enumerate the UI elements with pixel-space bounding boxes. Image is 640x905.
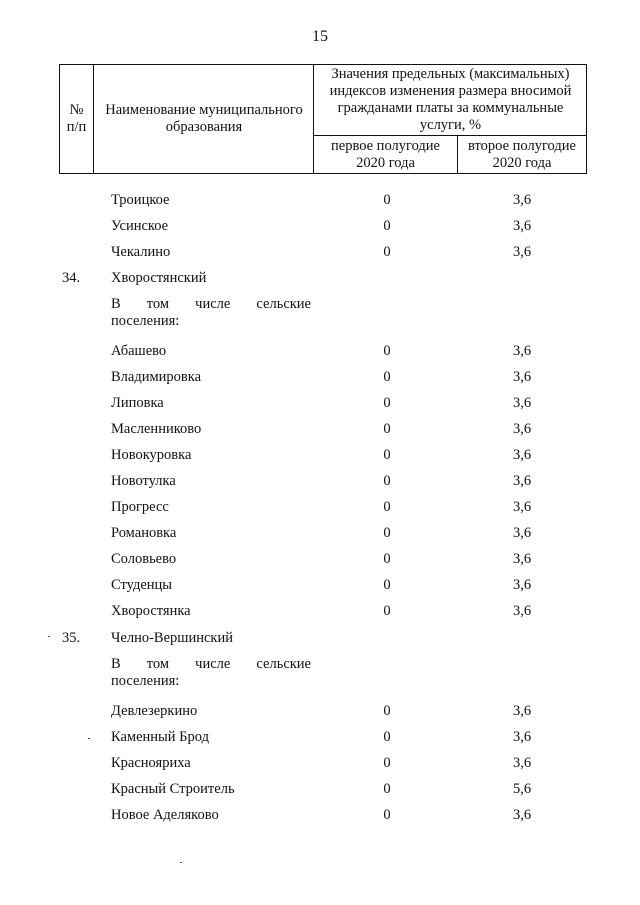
value-second-half: 3,6 <box>512 343 532 359</box>
page-number: 15 <box>312 28 328 45</box>
header-col-number-line-2: п/п <box>66 119 87 135</box>
settlement-name: Каменный Брод <box>111 729 209 745</box>
value-second-half: 3,6 <box>512 755 532 771</box>
table-row <box>0 339 640 363</box>
header-col-second-line-2: 2020 года <box>492 154 552 171</box>
header-col-first-line-2: 2020 года <box>356 154 415 171</box>
value-first-half: 0 <box>383 343 391 359</box>
settlement-name: Чекалино <box>111 244 171 260</box>
table-row <box>0 469 640 493</box>
table-row <box>0 599 640 623</box>
table-row <box>0 725 640 749</box>
settlement-name: Усинское <box>111 218 169 234</box>
table-row <box>0 214 640 238</box>
value-first-half: 0 <box>383 525 391 541</box>
value-second-half: 3,6 <box>512 577 532 593</box>
value-second-half: 3,6 <box>512 729 532 745</box>
value-second-half: 3,6 <box>512 807 532 823</box>
header-col-number <box>59 64 94 174</box>
note-word: В <box>111 656 121 672</box>
settlement-name: Девлезеркино <box>111 703 198 719</box>
note-word: том <box>146 656 170 672</box>
value-second-half: 3,6 <box>512 192 532 208</box>
value-second-half: 3,6 <box>512 421 532 437</box>
settlement-name: Краснояриха <box>111 755 191 771</box>
settlement-name: Владимировка <box>111 369 202 385</box>
value-second-half: 3,6 <box>512 369 532 385</box>
header-col-second-half <box>458 136 586 173</box>
scan-speck <box>88 738 90 739</box>
settlement-name: Хворостянка <box>111 603 191 619</box>
table-row <box>0 391 640 415</box>
table-row <box>0 188 640 212</box>
header-col-values-line-1: Значения предельных (максимальных) <box>331 65 570 82</box>
table-row <box>0 521 640 545</box>
district-row <box>0 266 640 290</box>
table-row <box>0 443 640 467</box>
scan-speck <box>180 862 182 863</box>
value-first-half: 0 <box>383 577 391 593</box>
value-first-half: 0 <box>383 447 391 463</box>
value-second-half: 3,6 <box>512 473 532 489</box>
value-second-half: 3,6 <box>512 525 532 541</box>
subsection-note <box>111 296 311 330</box>
value-first-half: 0 <box>383 755 391 771</box>
settlement-name: Масленниково <box>111 421 202 437</box>
table-header <box>59 64 587 174</box>
header-col-name <box>94 64 314 174</box>
value-second-half: 3,6 <box>512 395 532 411</box>
value-first-half: 0 <box>383 781 391 797</box>
header-col-name-line-2: образования <box>165 119 243 135</box>
note-word: сельские <box>256 296 311 312</box>
value-first-half: 0 <box>383 244 391 260</box>
table-row <box>0 777 640 801</box>
settlement-name: Липовка <box>111 395 164 411</box>
value-second-half: 3,6 <box>512 603 532 619</box>
table-row <box>0 240 640 264</box>
value-second-half: 3,6 <box>512 244 532 260</box>
value-first-half: 0 <box>383 603 391 619</box>
district-row <box>0 626 640 650</box>
table-row <box>0 365 640 389</box>
header-col-values-line-2: индексов изменения размера вносимой <box>329 82 572 99</box>
note-word: числе <box>195 296 231 312</box>
settlement-name: Новое Аделяково <box>111 807 219 823</box>
value-first-half: 0 <box>383 807 391 823</box>
header-col-first-line-1: первое полугодие <box>331 137 440 154</box>
value-second-half: 3,6 <box>512 551 532 567</box>
settlement-name: Прогресс <box>111 499 169 515</box>
subsection-note <box>111 656 311 690</box>
header-col-second-line-1: второе полугодие <box>468 137 576 154</box>
header-col-number-line-1: № <box>69 102 84 118</box>
value-second-half: 3,6 <box>512 447 532 463</box>
district-name: Хворостянский <box>111 270 207 286</box>
value-first-half: 0 <box>383 369 391 385</box>
settlement-name: Абашево <box>111 343 167 359</box>
table-row <box>0 751 640 775</box>
value-second-half: 3,6 <box>512 499 532 515</box>
district-name: Челно-Вершинский <box>111 630 233 646</box>
value-second-half: 5,6 <box>512 781 532 797</box>
value-first-half: 0 <box>383 499 391 515</box>
value-first-half: 0 <box>383 551 391 567</box>
value-first-half: 0 <box>383 421 391 437</box>
district-number: 35. <box>62 630 81 646</box>
settlement-name: Троицкое <box>111 192 170 208</box>
value-first-half: 0 <box>383 473 391 489</box>
value-second-half: 3,6 <box>512 218 532 234</box>
settlement-name: Студенцы <box>111 577 173 593</box>
header-col-values <box>314 64 587 135</box>
table-row <box>0 803 640 827</box>
header-col-name-line-1: Наименование муниципального <box>105 102 303 118</box>
header-col-values-line-3: гражданами платы за коммунальные <box>337 99 564 116</box>
header-col-values-line-4: услуги, % <box>419 116 482 133</box>
scan-speck <box>48 636 50 637</box>
table-row <box>0 699 640 723</box>
note-line-2: поселения: <box>111 313 180 329</box>
note-word: В <box>111 296 121 312</box>
value-second-half: 3,6 <box>512 703 532 719</box>
district-number: 34. <box>62 270 81 286</box>
value-first-half: 0 <box>383 192 391 208</box>
settlement-name: Романовка <box>111 525 177 541</box>
settlement-name: Новокуровка <box>111 447 192 463</box>
table-row <box>0 417 640 441</box>
value-first-half: 0 <box>383 218 391 234</box>
value-first-half: 0 <box>383 703 391 719</box>
note-word: сельские <box>256 656 311 672</box>
value-first-half: 0 <box>383 729 391 745</box>
table-row <box>0 573 640 597</box>
settlement-name: Новотулка <box>111 473 176 489</box>
settlement-name: Красный Строитель <box>111 781 235 797</box>
table-row <box>0 547 640 571</box>
header-col-first-half <box>314 136 457 173</box>
value-first-half: 0 <box>383 395 391 411</box>
settlement-name: Соловьево <box>111 551 177 567</box>
note-word: том <box>146 296 170 312</box>
note-line-2: поселения: <box>111 673 180 689</box>
table-row <box>0 495 640 519</box>
note-word: числе <box>195 656 231 672</box>
